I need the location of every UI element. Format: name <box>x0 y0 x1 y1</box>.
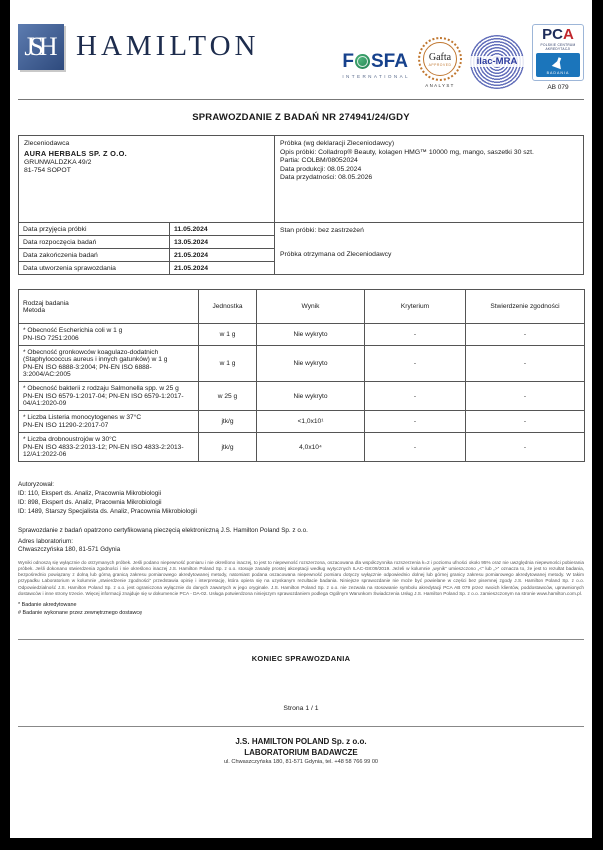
globe-icon <box>355 54 370 69</box>
table-row <box>19 236 275 249</box>
footer <box>18 737 584 765</box>
header-test-method <box>19 290 199 324</box>
test-name: * Liczba drobnoustrojów w 30°C <box>23 436 117 443</box>
lab-address-block <box>18 538 584 556</box>
test-result: Nie wykryto <box>257 346 365 382</box>
header-divider <box>18 99 584 100</box>
table-row <box>19 411 585 433</box>
pca-accreditation-number: AB 079 <box>547 84 569 91</box>
sample-condition: Stan próbki: bez zastrzeżeń <box>280 227 364 234</box>
test-result: <1,0x10¹ <box>257 411 365 433</box>
test-unit: jtk/g <box>199 433 257 462</box>
fosfa-subtitle: INTERNATIONAL <box>342 73 410 79</box>
test-result: Nie wykryto <box>257 324 365 346</box>
test-conformity: - <box>466 346 585 382</box>
footnotes <box>18 601 584 617</box>
lab-address: Chwaszczyńska 180, 81-571 Gdynia <box>18 546 121 554</box>
table-row <box>19 346 585 382</box>
end-of-report: KONIEC SPRAWOZDANIA <box>251 654 351 663</box>
authorization-line: ID: 898, Ekspert ds. Analiz, Pracownia Mikrobiologii <box>18 499 162 507</box>
fosfa-text-right: SFA <box>370 50 408 72</box>
pca-badge <box>536 53 580 77</box>
test-criterion: - <box>365 382 466 411</box>
electronic-stamp-note: Sprawozdanie z badań opatrzono certyfikowaną pieczęcią elektroniczną J.S. Hamilton Poland Sp. z o.o. <box>18 526 308 534</box>
test-unit: w 25 g <box>199 382 257 411</box>
pca-logo <box>532 24 584 91</box>
header-conformity: Stwierdzenie zgodności <box>466 290 585 324</box>
results-header-row <box>19 290 585 324</box>
legal-fineprint: Wyniki odnoszą się wyłącznie do otrzymanych próbek. Jeśli podano niepewność pomiaru i nie określono inaczej, to jest to niepewność rozszerzona, oszacowana dla współczynnika rozszerzenia k=2 i poziomu ufności około 95% oraz nie uwzględnia niepewności pobierania próbek. Jeśli dokonano stwierdzenia zgodności i nie określono inaczej J.S. Hamilton Poland Sp. z o.o. stosuje zasadę prostej akceptacji według wytycznych ILAC-G8:09/2019. Jeżeli w kolumnie „wynik” umieszczono „<” lub „>” oznacza to, że jest to rezultat badania, bezpośrednio powiązany z dolną lub górną granicą zakresu pomiarowego akredytowanej metody, natomiast podana oszacowana niepewność pomiaru dotyczy wyłącznie odpowiednio dolnej lub górnej granicy zakresu pomiarowego akredytowanej metody. W takim przypadku Laboratorium w kolumnie „stwierdzenie zgodności” przedstawia opinię i interpretację, która opiera się na uzyskanym rezultacie badania. Niniejsze sprawozdanie nie może być powielane w części bez pisemnej zgody J.S. Hamilton Poland Sp. z o.o. Odpowiedzialność J.S. Hamilton Poland Sp. z o.o. jest ograniczona wyłącznie do danych zawartych w jego oryginale. J.S. Hamilton Poland Sp. z o.o. nie zezwala na stosowanie symbolu akredytacji PCA AB 079 przez swoich klientów, poddostawców, uprawnionych dostawców i inne strony trzecie. Więcej informacji znajduje się w dokumencie PCA - DA-02. Usługa potwierdzona niniejszym sprawozdaniem podlega Ogólnym Warunkom Świadczenia Usług J.S. Hamilton Poland Sp. z o.o. zamieszczonym na stronie www.hamilton.com.pl. <box>18 560 584 596</box>
date-value: 21.05.2024 <box>170 249 275 262</box>
section-divider <box>18 639 584 640</box>
authorization-block <box>18 480 584 517</box>
test-cell <box>19 382 199 411</box>
sample-description: Opis próbki: Colladrop® Beauty, kolagen HMG™ 10000 mg, mango, saszetki 30 szt. <box>280 148 534 156</box>
table-row <box>19 249 275 262</box>
jsh-logo-icon: JSH <box>18 24 64 70</box>
test-result: Nie wykryto <box>257 382 365 411</box>
table-row <box>19 324 585 346</box>
pca-badania-label: BADANIA <box>546 71 570 75</box>
header-criterion: Kryterium <box>365 290 466 324</box>
date-value: 13.05.2024 <box>170 236 275 249</box>
test-criterion: - <box>365 346 466 382</box>
dates-table <box>18 222 275 275</box>
results-table <box>18 289 585 462</box>
test-method: PN-EN ISO 11290-2:2017-07 <box>23 422 109 429</box>
test-method: PN-EN ISO 4833-2:2013-12; PN-EN ISO 4833-2:2013-12/A1:2022-06 <box>23 444 184 458</box>
test-criterion: - <box>365 411 466 433</box>
brand-name: HAMILTON <box>76 30 260 62</box>
flask-icon <box>551 56 565 70</box>
lab-address-label: Adres laboratorium: <box>18 537 73 545</box>
date-label: Data utworzenia sprawozdania <box>19 262 170 275</box>
report-page <box>10 0 592 838</box>
gafta-approved: APPROVED <box>428 62 452 67</box>
footnote-external: # Badanie wykonane przez zewnętrznego dostawcę <box>18 609 143 616</box>
table-row <box>19 382 585 411</box>
gafta-analyst: ANALYST <box>425 83 455 88</box>
footer-lab: LABORATORIUM BADAWCZE <box>244 748 358 757</box>
test-cell <box>19 411 199 433</box>
date-label: Data rozpoczęcia badań <box>19 236 170 249</box>
date-label: Data przyjęcia próbki <box>19 223 170 236</box>
test-unit: w 1 g <box>199 324 257 346</box>
certification-logos <box>342 24 584 91</box>
header-result: Wynik <box>257 290 365 324</box>
info-region <box>18 135 584 275</box>
test-name: * Obecność gronkowców koagulazo-dodatnich (Staphylococcus aureus i innych gatunków) w 1 g <box>23 349 168 363</box>
table-row <box>19 433 585 462</box>
gafta-ring-icon <box>418 37 462 81</box>
test-conformity: - <box>466 411 585 433</box>
pca-letters: PC <box>542 26 563 43</box>
ilac-mra-stamp-icon <box>470 35 524 89</box>
authorization-line: ID: 110, Ekspert ds. Analiz, Pracownia Mikrobiologii <box>18 490 162 498</box>
sample-box <box>274 135 584 223</box>
test-method: PN-ISO 7251:2006 <box>23 335 79 342</box>
test-criterion: - <box>365 324 466 346</box>
test-result: 4,0x10⁴ <box>257 433 365 462</box>
sample-batch: Partia: COLBM/08052024 <box>280 157 358 164</box>
fosfa-logo <box>342 51 410 79</box>
date-value: 21.05.2024 <box>170 262 275 275</box>
sample-header: Próbka (wg deklaracji Zleceniodawcy) <box>280 140 395 147</box>
test-name: * Liczba Listeria monocytogenes w 37°C <box>23 414 142 421</box>
header-method: Metoda <box>23 306 45 314</box>
footer-company: J.S. HAMILTON POLAND Sp. z o.o. <box>235 737 367 746</box>
date-value: 11.05.2024 <box>170 223 275 236</box>
test-name: * Obecność Escherichia coli w 1 g <box>23 327 123 334</box>
footnote-accredited: * Badanie akredytowane <box>18 601 77 608</box>
table-row <box>19 262 275 275</box>
test-cell <box>19 346 199 382</box>
test-conformity: - <box>466 324 585 346</box>
ilac-mra-text: ilac-MRA <box>470 56 524 67</box>
pca-subtitle: POLSKIE CENTRUM AKREDYTACJI <box>540 43 576 51</box>
page-number: Strona 1 / 1 <box>283 705 319 712</box>
test-name: * Obecność bakterii z rodzaju Salmonella spp. w 25 g <box>23 385 179 392</box>
sample-expiry-date: Data przydatności: 08.05.2026 <box>280 174 373 181</box>
sample-state-box <box>274 222 584 275</box>
client-label: Zleceniodawca <box>24 140 70 147</box>
test-cell <box>19 433 199 462</box>
header-unit: Jednostka <box>199 290 257 324</box>
test-conformity: - <box>466 382 585 411</box>
footer-address: ul. Chwaszczyńska 180, 81-571 Gdynia, tel. +48 58 766 99 00 <box>223 759 379 765</box>
pca-letter-a: A <box>563 26 574 43</box>
test-cell <box>19 324 199 346</box>
footer-divider <box>18 726 584 727</box>
sample-production-date: Data produkcji: 08.05.2024 <box>280 165 362 173</box>
test-conformity: - <box>466 433 585 462</box>
authorization-title: Autoryzował: <box>18 481 55 488</box>
table-row <box>19 223 275 236</box>
header-test: Rodzaj badania <box>23 299 69 307</box>
test-method: PN-EN ISO 6579-1:2017-04; PN-EN ISO 6579-1:2017-04/A1:2020-09 <box>23 393 184 407</box>
fosfa-text-left: F <box>342 50 354 72</box>
client-address-line1: GRUNWALDZKA 49/2 <box>24 159 92 166</box>
test-method: PN-EN ISO 6888-3:2004; PN-EN ISO 6888-3:2004/AC:2005 <box>23 364 152 378</box>
client-address-line2: 81-754 SOPOT <box>24 167 71 174</box>
report-title: SPRAWOZDANIE Z BADAŃ NR 274941/24/GDY <box>192 112 410 123</box>
header <box>18 0 584 91</box>
client-box <box>18 135 275 223</box>
date-label: Data zakończenia badań <box>19 249 170 262</box>
authorization-line: ID: 1489, Starszy Specjalista ds. Analiz, Pracownia Mikrobiologii <box>18 508 197 516</box>
test-unit: jtk/g <box>199 411 257 433</box>
test-criterion: - <box>365 433 466 462</box>
test-unit: w 1 g <box>199 346 257 382</box>
gafta-logo <box>418 37 462 88</box>
gafta-name: Gafta <box>428 51 452 63</box>
sample-received: Próbka otrzymana od Zleceniodawcy <box>280 251 392 258</box>
client-name: AURA HERBALS SP. Z O.O. <box>24 149 127 158</box>
